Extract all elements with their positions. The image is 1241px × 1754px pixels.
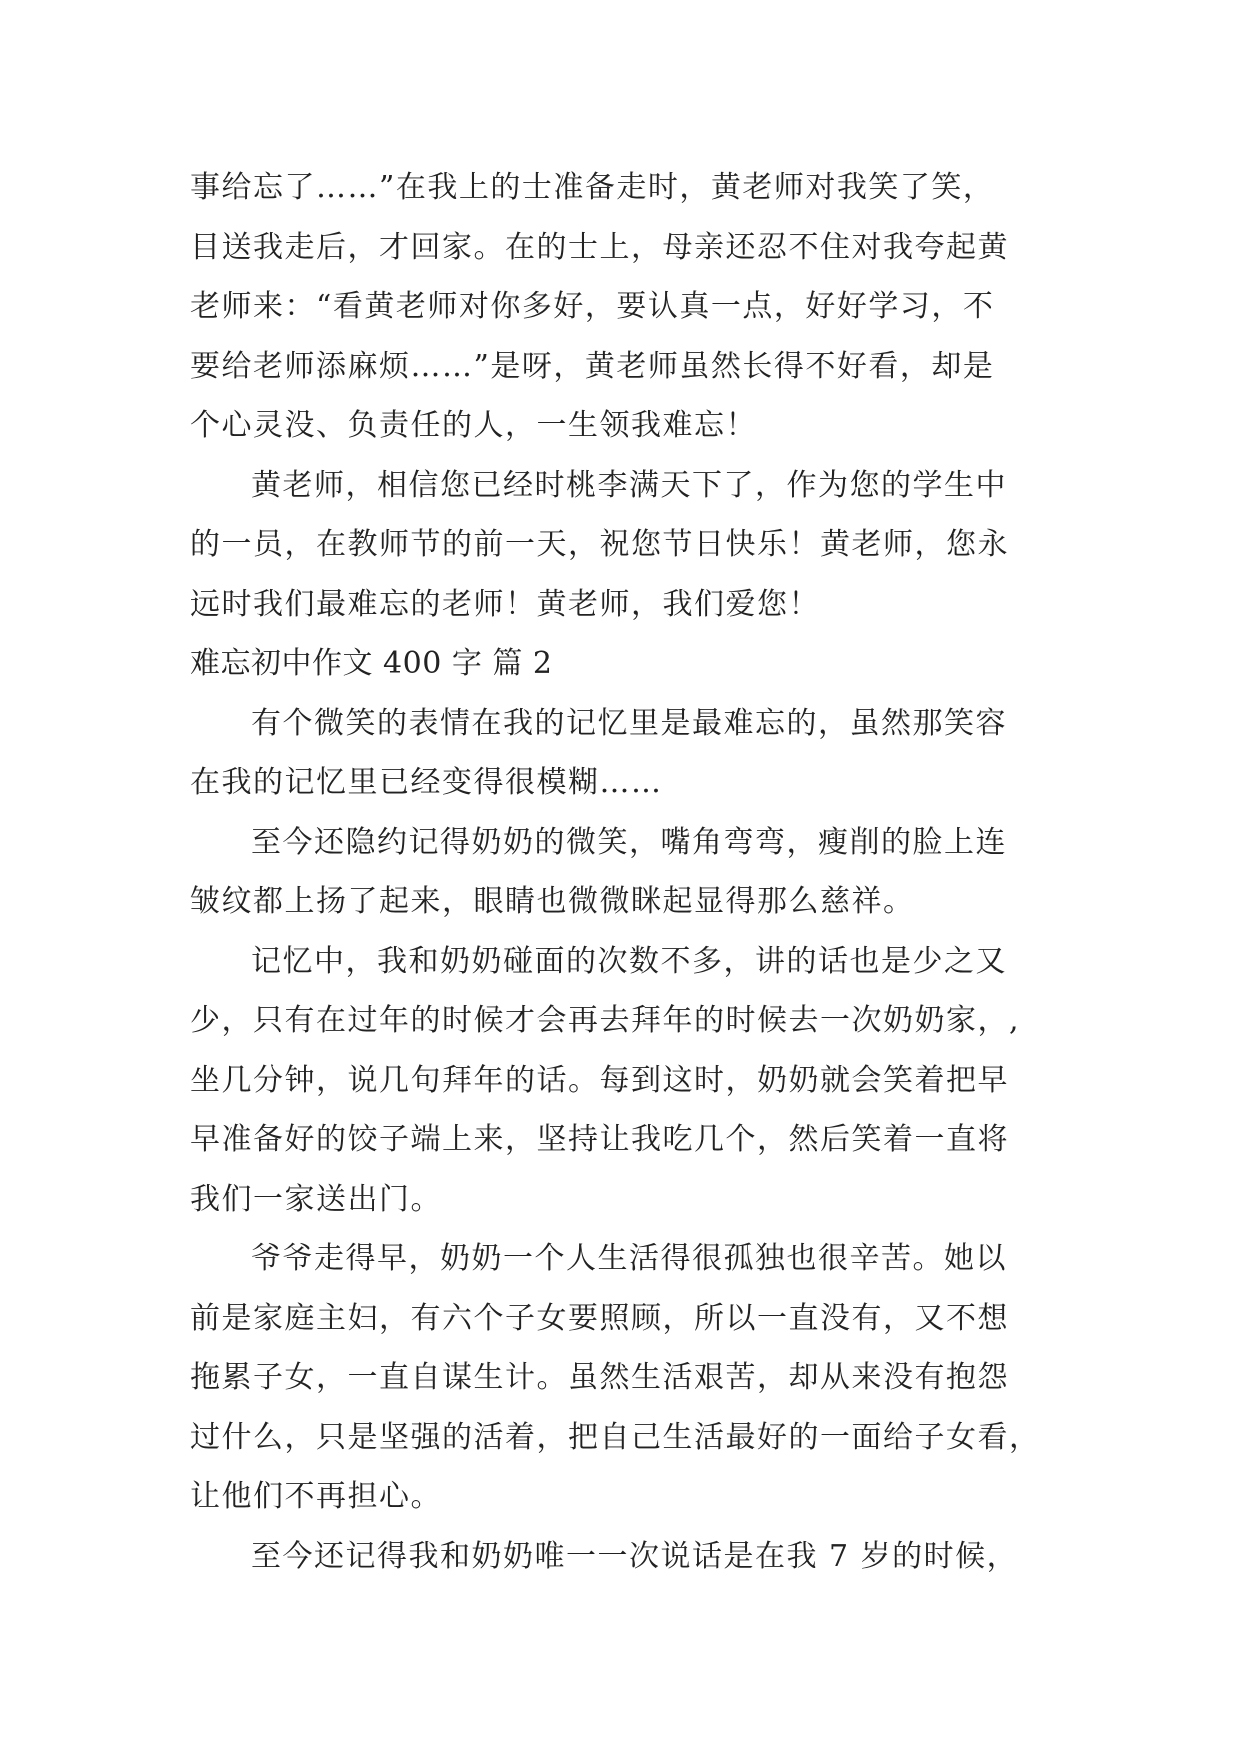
text-line: 让他们不再担心。	[190, 1479, 442, 1514]
text-line: 老师来：“看黄老师对你多好，要认真一点，好好学习，不	[190, 289, 995, 324]
text-line: 拖累子女，一直自谋生计。虽然生活艰苦，却从来没有抱怨	[190, 1360, 1009, 1395]
document-body	[190, 158, 1060, 1586]
text-line: 记忆中，我和奶奶碰面的次数不多，讲的话也是少之又	[251, 943, 1007, 979]
text-line: 过什么，只是坚强的活着，把自己生活最好的一面给子女看，	[190, 1419, 1041, 1455]
text-line: 目送我走后，才回家。在的士上，母亲还忍不住对我夸起黄	[190, 229, 1009, 265]
text-line: 皱纹都上扬了起来，眼睛也微微眯起显得那么慈祥。	[190, 884, 915, 919]
text-line: 至今还隐约记得奶奶的微笑，嘴角弯弯，瘦削的脸上连	[251, 824, 1007, 860]
text-line: 我们一家送出门。	[190, 1181, 442, 1217]
text-line: 事给忘了……”在我上的士准备走时，黄老师对我笑了笑，	[190, 170, 995, 205]
text-line: 有个微笑的表情在我的记忆里是最难忘的，虽然那笑容	[251, 705, 1007, 741]
text-line: 的一员，在教师节的前一天，祝您节日快乐！黄老师，您永	[190, 527, 1009, 562]
text-line: 至今还记得我和奶奶唯一一次说话是在我 7 岁的时候，	[251, 1538, 1019, 1574]
section-heading: 难忘初中作文 400 字 篇 2	[190, 646, 553, 681]
text-line: 个心灵没、负责任的人，一生领我难忘！	[190, 408, 757, 443]
text-line: 黄老师，相信您已经时桃李满天下了，作为您的学生中	[251, 467, 1007, 503]
text-line: 前是家庭主妇，有六个子女要照顾，所以一直没有，又不想	[190, 1300, 1009, 1336]
text-line: 爷爷走得早，奶奶一个人生活得很孤独也很辛苦。她以	[251, 1241, 1007, 1276]
text-line: 坐几分钟，说几句拜年的话。每到这时，奶奶就会笑着把早	[190, 1062, 1009, 1098]
text-line: 少，只有在过年的时候才会再去拜年的时候去一次奶奶家，,	[190, 1003, 1021, 1038]
text-line: 在我的记忆里已经变得很模糊……	[190, 765, 663, 800]
text-line: 远时我们最难忘的老师！黄老师，我们爱您！	[190, 586, 820, 622]
text-line: 早准备好的饺子端上来，坚持让我吃几个，然后笑着一直将	[190, 1122, 1009, 1157]
text-line: 要给老师添麻烦……”是呀，黄老师虽然长得不好看，却是	[190, 348, 995, 384]
